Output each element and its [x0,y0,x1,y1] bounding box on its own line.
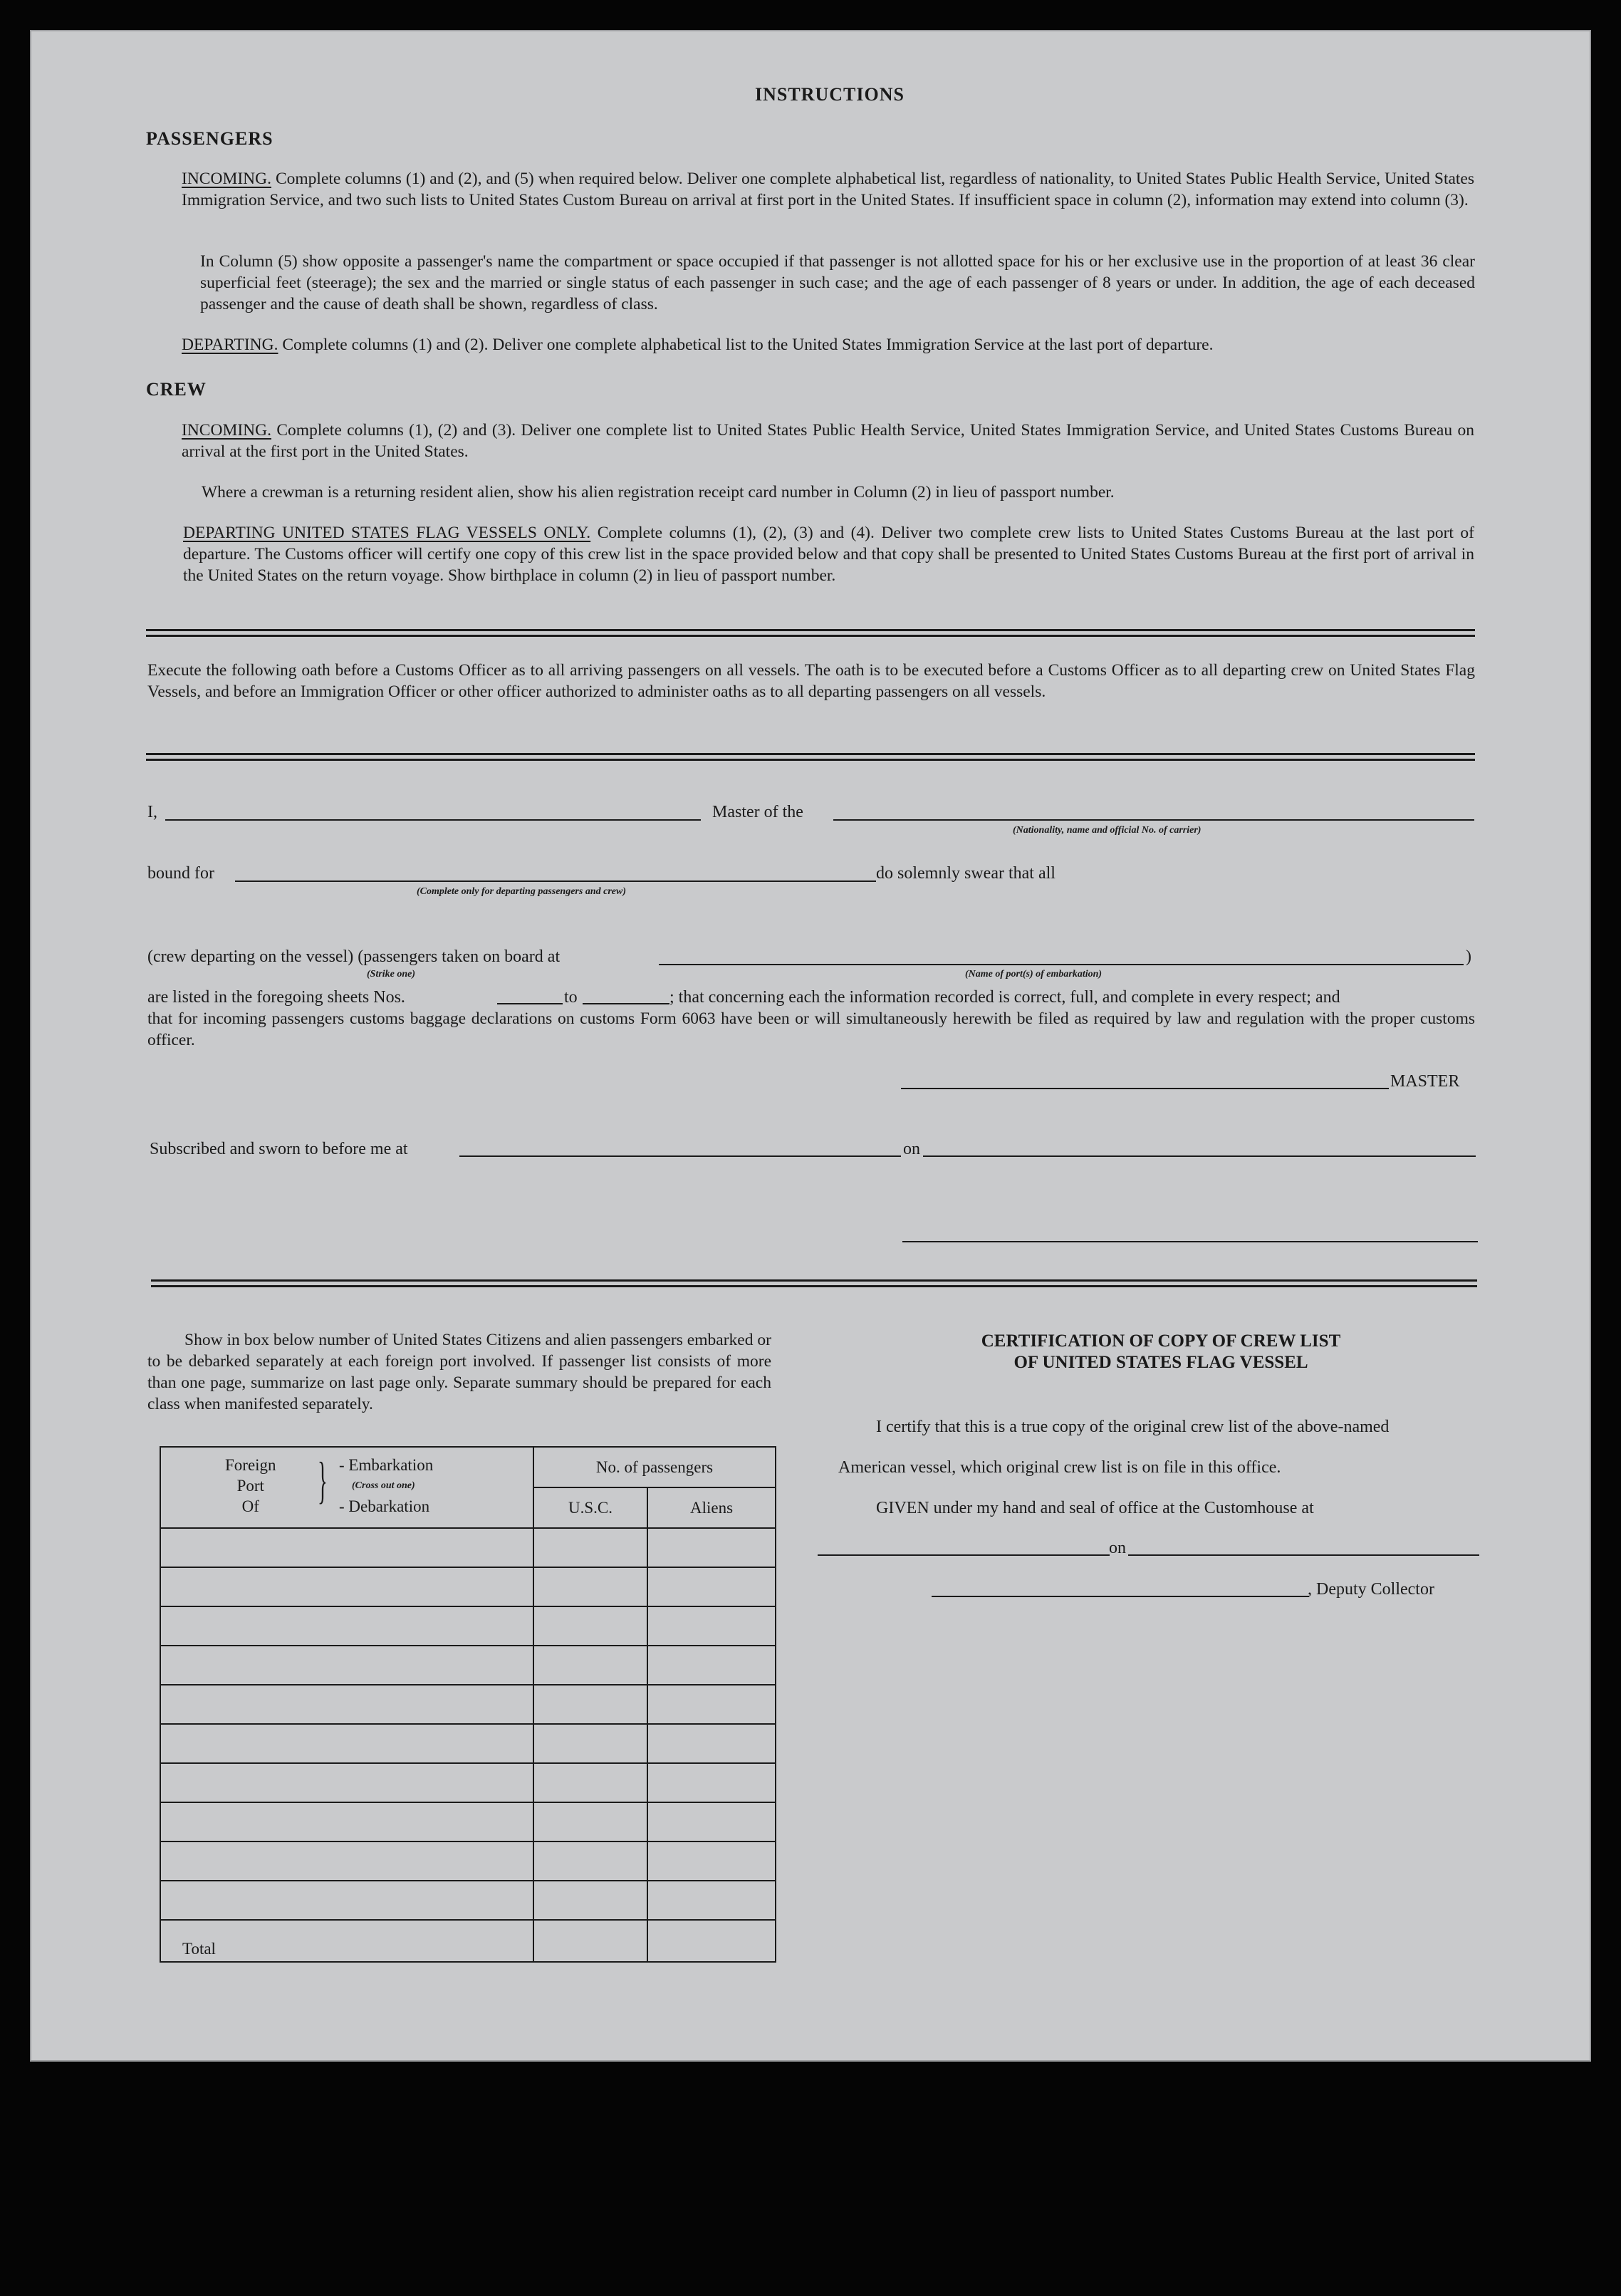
usc-cell[interactable] [533,1567,647,1606]
column5-paragraph: In Column (5) show opposite a passenger's name the compartment or space occupied if that passenger is not allotted space for his or her exclusive use in the proportion of at least 36 clear superficial feet (steerage); the sex and the married or single status of each passenger in such case; and the age of each passenger of 8 years or under. In addition, the age of each deceased passenger and the cause of death shall be shown, regardless of class. [200,252,1475,313]
aliens-cell[interactable] [647,1685,776,1724]
usc-cell[interactable] [533,1685,647,1724]
carrier-hint: (Nationality, name and official No. of carrier) [1013,825,1202,836]
port-cell[interactable] [160,1881,533,1920]
certify-date-field[interactable] [1128,1554,1479,1556]
port-cell[interactable] [160,1528,533,1567]
master-signature-field[interactable] [901,1088,1389,1089]
divider [146,629,1475,637]
port-cell[interactable] [160,1842,533,1881]
crew-departing-text: Complete columns (1), (2), (3) and (4). Deliver two complete crew lists to United States Customs Bureau at the last port of departure. The Customs officer will certify one copy of this crew list in the space provided below and that copy shall be presented to United States Customs Bureau at the first port of arrival in the United States on the return voyage. Show birthplace in column (2) in lieu of passport number. [183,524,1475,585]
port-embarkation-field[interactable] [659,964,1464,965]
usc-cell[interactable] [533,1646,647,1685]
port-hint: (Name of port(s) of embarkation) [965,969,1103,980]
passengers-incoming-label: INCOMING. [182,170,271,188]
port-cell[interactable] [160,1802,533,1842]
crew-incoming-paragraph [182,420,1474,462]
table-row [160,1606,776,1646]
subscribed-label: Subscribed and sworn to before me at [150,1140,408,1158]
certification-title [840,1331,1481,1373]
port-cell[interactable] [160,1606,533,1646]
officer-signature-field[interactable] [902,1241,1478,1242]
certify-line-1: I certify that this is a true copy of the original crew list of the above-named [876,1418,1390,1436]
passengers-incoming-text: Complete columns (1) and (2), and (5) when required below. Deliver one complete alphabetical list, regardless of nationality, to United States Public Health Service, United States Immigration Service, and two such lists to United States Custom Bureau on arrival at first port in the United States. If insufficient space in column (2), information may extend into column (3). [182,170,1475,209]
of-label: Of [241,1497,259,1515]
aliens-cell[interactable] [647,1881,776,1920]
strike-one-hint: (Strike one) [367,969,416,980]
aliens-cell[interactable] [647,1763,776,1802]
aliens-cell[interactable] [647,1606,776,1646]
deputy-collector-label: , Deputy Collector [1308,1580,1434,1599]
master-label: MASTER [1390,1072,1460,1091]
aliens-header: Aliens [647,1487,776,1528]
foreign-label: Foreign [225,1456,276,1474]
table-row [160,1881,776,1920]
certification-title-line-2: OF UNITED STATES FLAG VESSEL [1013,1353,1308,1372]
sheet-from-field[interactable] [497,1003,563,1004]
crew-departing-label: DEPARTING UNITED STATES FLAG VESSELS ONLY. [183,524,591,542]
total-label: Total [160,1920,533,1962]
sworn-date-field[interactable] [923,1155,1476,1157]
divider [151,1279,1477,1287]
foreign-port-of-label [225,1455,276,1517]
listed-to-label: to [564,988,578,1007]
no-passengers-header: No. of passengers [533,1447,776,1487]
divider [146,753,1475,761]
usc-cell[interactable] [533,1528,647,1567]
bound-for-hint: (Complete only for departing passengers and crew) [417,886,626,897]
table-row [160,1685,776,1724]
aliens-cell[interactable] [647,1842,776,1881]
table-row [160,1724,776,1763]
crew-incoming-text: Complete columns (1), (2) and (3). Deliver one complete list to United States Public Health Service, United States Immigration Service, and United States Customs Bureau on arrival at the first port in the United States. [182,421,1474,461]
table-row [160,1763,776,1802]
foreign-port-header [160,1447,533,1528]
aliens-cell[interactable] [647,1567,776,1606]
aliens-cell[interactable] [647,1724,776,1763]
cross-out-hint: (Cross out one) [352,1480,415,1491]
passengers-heading: PASSENGERS [146,128,273,149]
deputy-signature-field[interactable] [932,1596,1309,1597]
baggage-declaration-text: that for incoming passengers customs baggage declarations on customs Form 6063 have been or will simultaneously herewith be filed as required by law and regulation with the proper customs officer. [147,1009,1475,1049]
certification-title-line-1: CERTIFICATION OF COPY OF CREW LIST [981,1331,1341,1351]
embark-debark-labels [339,1455,433,1517]
port-cell[interactable] [160,1724,533,1763]
close-paren: ) [1466,947,1471,966]
customhouse-field[interactable] [818,1554,1110,1556]
port-cell[interactable] [160,1685,533,1724]
oath-intro: Execute the following oath before a Customs Officer as to all arriving passengers on all vessels. The oath is to be executed before a Customs Officer as to all departing crew on United States Flag Vessels, and before an Immigration Officer or other officer authorized to administer oaths as to all departing passengers on all vessels. [147,661,1475,701]
usc-cell[interactable] [533,1842,647,1881]
usc-cell[interactable] [533,1763,647,1802]
summary-text: Show in box below number of United States Citizens and alien passengers embarked or to be debarked separately at each foreign port involved. If passenger list consists of more than one page, summarize on last page only. Separate summary should be prepared for each class when manifested separately. [147,1331,771,1413]
usc-cell[interactable] [533,1724,647,1763]
usc-cell[interactable] [533,1802,647,1842]
table-row [160,1528,776,1567]
port-label: Port [236,1477,264,1495]
debarkation-label: - Debarkation [339,1497,430,1515]
swear-text: do solemnly swear that all [876,864,1056,883]
port-cell[interactable] [160,1646,533,1685]
brace-icon: } [318,1452,328,1509]
crew-alien-paragraph: Where a crewman is a returning resident alien, show his alien registration receipt card number in Column (2) in lieu of passport number. [202,483,1115,502]
crew-heading: CREW [146,379,207,400]
table-row [160,1567,776,1606]
aliens-cell[interactable] [647,1646,776,1685]
aliens-cell[interactable] [647,1528,776,1567]
usc-cell[interactable] [533,1606,647,1646]
master-of-the-label: Master of the [712,803,803,821]
table-row [160,1842,776,1881]
passengers-incoming-paragraph [182,168,1474,211]
certify-line-2: American vessel, which original crew list is on file in this office. [838,1458,1281,1477]
bound-for-field[interactable] [235,881,876,882]
usc-header: U.S.C. [533,1487,647,1528]
listed-sheets-label: are listed in the foregoing sheets Nos. [147,988,405,1007]
crew-departing-paragraph [183,522,1474,586]
instructions-title: INSTRUCTIONS [755,84,905,105]
certify-on-label: on [1109,1539,1126,1557]
table-row [160,1802,776,1842]
crew-departing-label: (crew departing on the vessel) (passengers taken on board at [147,947,561,966]
oath-i-label: I, [147,803,157,821]
port-cell[interactable] [160,1763,533,1802]
passengers-departing-paragraph [182,334,1474,355]
embarkation-label: - Embarkation [339,1456,434,1474]
crew-incoming-label: INCOMING. [182,421,271,440]
table-row [160,1646,776,1685]
usc-cell[interactable] [533,1881,647,1920]
carrier-field[interactable] [833,819,1474,821]
master-name-field[interactable] [165,819,701,821]
table-header-row [160,1447,776,1487]
sheet-to-field[interactable] [583,1003,669,1004]
sworn-place-field[interactable] [459,1155,901,1157]
passenger-summary-table [160,1446,776,1963]
aliens-total-cell[interactable] [647,1920,776,1962]
total-row [160,1920,776,1962]
listed-text: ; that concerning each the information recorded is correct, full, and complete in every respect; and [669,988,1340,1007]
sworn-on-label: on [903,1140,920,1158]
passengers-departing-label: DEPARTING. [182,336,278,354]
certify-line-3: GIVEN under my hand and seal of office at the Customhouse at [876,1499,1314,1517]
passengers-departing-text: Complete columns (1) and (2). Deliver one complete alphabetical list to the United States Immigration Service at the last port of departure. [282,336,1214,354]
aliens-cell[interactable] [647,1802,776,1842]
usc-total-cell[interactable] [533,1920,647,1962]
bound-for-label: bound for [147,864,214,883]
port-cell[interactable] [160,1567,533,1606]
